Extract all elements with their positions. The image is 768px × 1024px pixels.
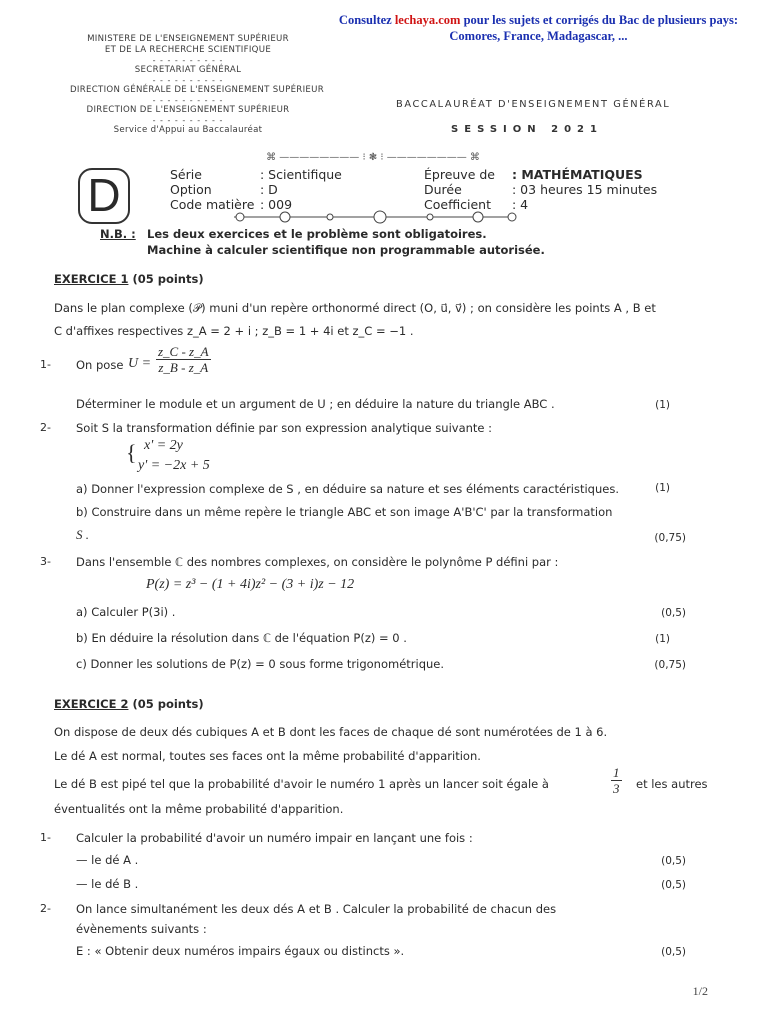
points: (0,5) <box>661 879 686 891</box>
ministry-line2: ET DE LA RECHERCHE SCIENTIFIQUE <box>104 45 272 55</box>
ex2-q1a: — le dé A . <box>76 853 139 867</box>
ex2-p1: On dispose de deux dés cubiques A et B dont les faces de chaque dé sont numérotées de 1 à 6. <box>54 725 608 739</box>
ex1-q2b: b) Construire dans un même repère le triangle ABC et son image A'B'C' par la transformation <box>76 505 613 519</box>
brace-icon: { <box>126 440 137 465</box>
ex1-q2-system2: y' = −2x + 5 <box>138 458 210 473</box>
exam-title: BACCALAURÉAT D'ENSEIGNEMENT GÉNÉRAL <box>396 99 671 110</box>
exercise2-title <box>54 697 204 711</box>
ex2-p4: éventualités ont la même probabilité d'apparition. <box>54 802 344 816</box>
fraction-numerator: 1 <box>613 765 620 780</box>
ex2-q2-event-E: E : « Obtenir deux numéros impairs égaux ou distincts ». <box>76 944 405 958</box>
ex1-q1-number: 1- <box>40 358 51 371</box>
ex1-intro2: C d'affixes respectives z_A = 2 + i ; z_B = 1 + 4i et z_C = −1 . <box>54 324 414 338</box>
ex1-q2b-cont: S . <box>76 527 89 542</box>
ex1-q3-text: Dans l'ensemble ℂ des nombres complexes, on considère le polynôme P défini par : <box>76 555 559 569</box>
points: (1) <box>655 633 670 645</box>
ex1-q3b: b) En déduire la résolution dans ℂ de l'équation P(z) = 0 . <box>76 631 407 645</box>
points: (1) <box>655 482 670 494</box>
points: (0,5) <box>661 855 686 867</box>
coef-label: Coefficient <box>424 197 492 212</box>
banner-suffix: pour les sujets et corrigés du Bac de plusieurs pays: <box>460 13 738 27</box>
banner-prefix: Consultez <box>338 13 395 27</box>
ex1-q3-polynomial: P(z) = z³ − (1 + 4i)z² − (3 + i)z − 12 <box>146 577 355 592</box>
ex1-q1-determine: Déterminer le module et un argument de U ; en déduire la nature du triangle ABC . <box>76 397 555 411</box>
chain-divider <box>230 210 520 224</box>
duree-value: : 03 heures 15 minutes <box>512 182 658 197</box>
ex1-q1-u: U = <box>128 356 152 371</box>
banner-line2: Comores, France, Madagascar, ... <box>449 29 628 43</box>
code-value: : 009 <box>260 197 293 212</box>
ex2-q1b: — le dé B . <box>76 877 139 891</box>
ministry-line4: DIRECTION GÉNÉRALE DE L'ENSEIGNEMENT SUPÉRIEUR <box>70 85 324 95</box>
nb-label: N.B. : <box>100 227 136 241</box>
fraction-denominator: 3 <box>613 781 620 796</box>
duree-label: Durée <box>424 182 462 197</box>
ex2-p3: Le dé B est pipé tel que la probabilité d'avoir le numéro 1 après un lancer soit égale à <box>54 777 549 791</box>
points: (1) <box>655 399 670 411</box>
ministry-dots: - - - - - - - - - - <box>152 56 224 65</box>
coef-value: : 4 <box>512 197 529 212</box>
exercise1-title <box>54 272 204 286</box>
banner-site-link[interactable]: lechaya.com <box>394 13 461 27</box>
ministry-line6: Service d'Appui au Baccalauréat <box>113 125 263 135</box>
epreuve-label: Épreuve de <box>424 167 495 182</box>
ex1-q2a: a) Donner l'expression complexe de S , en déduire sa nature et ses éléments caractéristiques. <box>76 482 619 496</box>
ex1-q3a: a) Calculer P(3i) . <box>76 605 176 619</box>
ministry-dots: - - - - - - - - - - <box>152 96 224 105</box>
ex1-q1-text: On pose <box>76 358 124 372</box>
ex1-q2-text: Soit S la transformation définie par son expression analytique suivante : <box>76 421 493 435</box>
points: (0,5) <box>661 946 686 958</box>
option-label: Option <box>170 182 212 197</box>
option-value: : D <box>260 182 278 197</box>
ex2-q1-number: 1- <box>40 831 51 844</box>
ex1-q2-number: 2- <box>40 421 51 434</box>
ex2-q2-text2: évènements suivants : <box>76 922 207 936</box>
ex2-q1-text: Calculer la probabilité d'avoir un numéro impair en lançant une fois : <box>76 831 473 845</box>
series-letter-box: D <box>78 168 130 224</box>
ministry-line3: SECRETARIAT GÉNÉRAL <box>134 65 242 75</box>
points: (0,5) <box>661 607 686 619</box>
code-label: Code matière <box>170 197 255 212</box>
ministry-header <box>70 34 324 136</box>
ex2-q2-text: On lance simultanément les deux dés A et B . Calculer la probabilité de chacun des <box>76 902 557 916</box>
nb-line2: Machine à calculer scientifique non programmable autorisée. <box>147 243 545 257</box>
ministry-dots: - - - - - - - - - - <box>152 76 224 85</box>
epreuve-value: : MATHÉMATIQUES <box>512 167 643 182</box>
ex2-p3-end: et les autres <box>636 777 708 791</box>
ex2-p2: Le dé A est normal, toutes ses faces ont la même probabilité d'apparition. <box>54 749 481 763</box>
ministry-line5: DIRECTION DE L'ENSEIGNEMENT SUPÉRIEUR <box>86 105 290 115</box>
exercise2-heading: EXERCICE 2 <box>54 697 129 711</box>
serie-value: : Scientifique <box>260 167 342 182</box>
exercise1-points: (05 points) <box>128 272 204 286</box>
ministry-dots: - - - - - - - - - - <box>152 116 224 125</box>
ex1-q2-system1: x' = 2y <box>144 438 183 453</box>
ex1-q1-fraction <box>156 344 211 375</box>
points: (0,75) <box>654 532 686 544</box>
ex1-q3-number: 3- <box>40 555 51 568</box>
exercise1-heading: EXERCICE 1 <box>54 272 129 286</box>
ministry-line1: MINISTERE DE L'ENSEIGNEMENT SUPÉRIEUR <box>87 34 289 44</box>
exercise2-points: (05 points) <box>128 697 204 711</box>
ornament-divider: ⌘ ———————— ⁝ ❃ ⁝ ———————— ⌘ <box>266 152 480 163</box>
ex1-intro1: Dans le plan complexe (𝒫) muni d'un repère orthonormé direct (O, u⃗, v⃗) ; on considère les points A , B et <box>54 301 656 315</box>
site-banner <box>339 12 738 44</box>
fraction-numerator: z_C - z_A <box>158 344 209 359</box>
ex2-p3-fraction <box>611 765 622 796</box>
ex1-q3c: c) Donner les solutions de P(z) = 0 sous forme trigonométrique. <box>76 657 445 671</box>
fraction-denominator: z_B - z_A <box>158 360 209 375</box>
ex2-q2-number: 2- <box>40 902 51 915</box>
page-number: 1/2 <box>692 984 708 998</box>
serie-label: Série <box>170 167 202 182</box>
nb-line1: Les deux exercices et le problème sont obligatoires. <box>147 227 487 241</box>
points: (0,75) <box>654 659 686 671</box>
exam-session: SESSION 2021 <box>451 124 603 135</box>
